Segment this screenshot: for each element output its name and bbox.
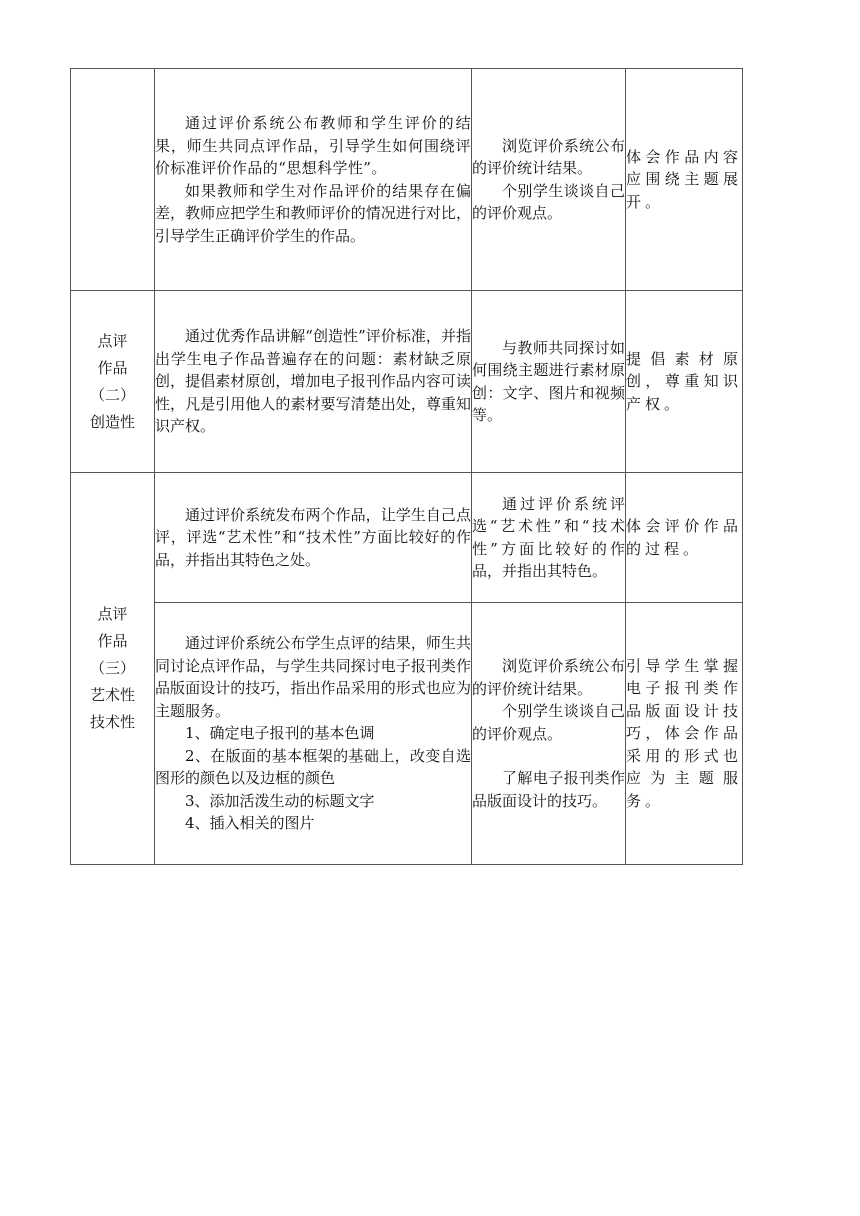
teacher-activity-cell <box>155 473 472 603</box>
student-paragraph: 个别学生谈谈自己的评价观点。 <box>472 702 625 743</box>
stage-label: （三） <box>89 659 135 677</box>
student-paragraph: 与教师共同探讨如何围绕主题进行素材原创：文字、图片和视频等。 <box>472 338 625 424</box>
student-activity-cell <box>472 603 626 865</box>
design-intent-text: 体会作品内容应围绕主题展开。 <box>626 147 742 211</box>
teacher-step: 2、在版面的基本框架的基础上，改变自选图形的颜色以及边框的颜色 <box>155 746 471 788</box>
stage-label: 作品 <box>97 632 128 650</box>
stage-label: 点评 <box>97 605 128 623</box>
teacher-paragraph: 通过评价系统发布两个作品，让学生自己点评，评选“艺术性”和“技术性”方面比较好的作品，并指出其特色之处。 <box>155 505 471 569</box>
design-intent-text: 提倡素材原创，尊重知识产权。 <box>626 349 742 413</box>
teacher-step: 4、插入相关的图片 <box>185 814 315 833</box>
student-paragraph: 通过评价系统评选“艺术性”和“技术性”方面比较好的作品，并指出其特色。 <box>472 494 625 580</box>
student-paragraph: 个别学生谈谈自己的评价观点。 <box>472 181 625 222</box>
stage-label: 艺术性 <box>89 686 135 704</box>
design-intent-cell <box>626 603 743 865</box>
design-intent-cell <box>626 291 743 473</box>
stage-label: （二） <box>89 385 135 404</box>
stage-label: 创造性 <box>89 412 135 431</box>
student-activity-cell <box>472 69 626 291</box>
design-intent-cell <box>626 473 743 603</box>
student-paragraph: 了解电子报刊类作品版面设计的技巧。 <box>472 769 625 810</box>
teacher-activity-cell <box>155 69 472 291</box>
design-intent-text: 引导学生掌握电子报刊类作品版面设计技巧，体会作品采用的形式也应为主题服务。 <box>626 656 742 810</box>
stage-cell <box>71 291 155 473</box>
student-activity-cell <box>472 473 626 603</box>
stage-cell <box>71 473 155 865</box>
teacher-paragraph: 如果教师和学生对作品评价的结果存在偏差，教师应把学生和教师评价的情况进行对比，引导学生正确评价学生的作品。 <box>155 181 471 245</box>
teacher-activity-cell <box>155 603 472 865</box>
teacher-step: 3、添加活泼生动的标题文字 <box>185 791 375 810</box>
teacher-activity-cell <box>155 291 472 473</box>
student-activity-cell <box>472 291 626 473</box>
stage-label: 技术性 <box>89 713 135 731</box>
design-intent-text: 体会评价作品的过程。 <box>626 517 742 558</box>
table-row <box>71 603 743 865</box>
lesson-table <box>70 68 743 865</box>
stage-label: 作品 <box>97 358 128 377</box>
teacher-paragraph: 通过评价系统公布学生点评的结果，师生共同讨论点评作品，与学生共同探讨电子报刊类作品版面设计的技巧，指出作品采用的形式也应为主题服务。 <box>155 634 471 720</box>
student-paragraph: 浏览评价系统公布的评价统计结果。 <box>472 136 625 177</box>
teacher-paragraph: 通过优秀作品讲解“创造性”评价标准，并指出学生电子作品普遍存在的问题：素材缺乏原创，提倡素材原创，增加电子报刊作品内容可读性，凡是引用他人的素材要写清楚出处，尊重知识产权。 <box>155 327 471 436</box>
student-paragraph: 浏览评价系统公布的评价统计结果。 <box>472 657 625 698</box>
teacher-step: 1、确定电子报刊的基本色调 <box>185 724 375 743</box>
table-row <box>71 473 743 603</box>
stage-cell <box>71 69 155 291</box>
table-row <box>71 291 743 473</box>
teacher-paragraph: 通过评价系统公布教师和学生评价的结果，师生共同点评作品，引导学生如何围绕评价标准评价作品的“思想科学性”。 <box>155 114 471 177</box>
table-row <box>71 69 743 291</box>
stage-label: 点评 <box>97 331 128 350</box>
design-intent-cell <box>626 69 743 291</box>
paragraph-gap <box>472 745 625 767</box>
